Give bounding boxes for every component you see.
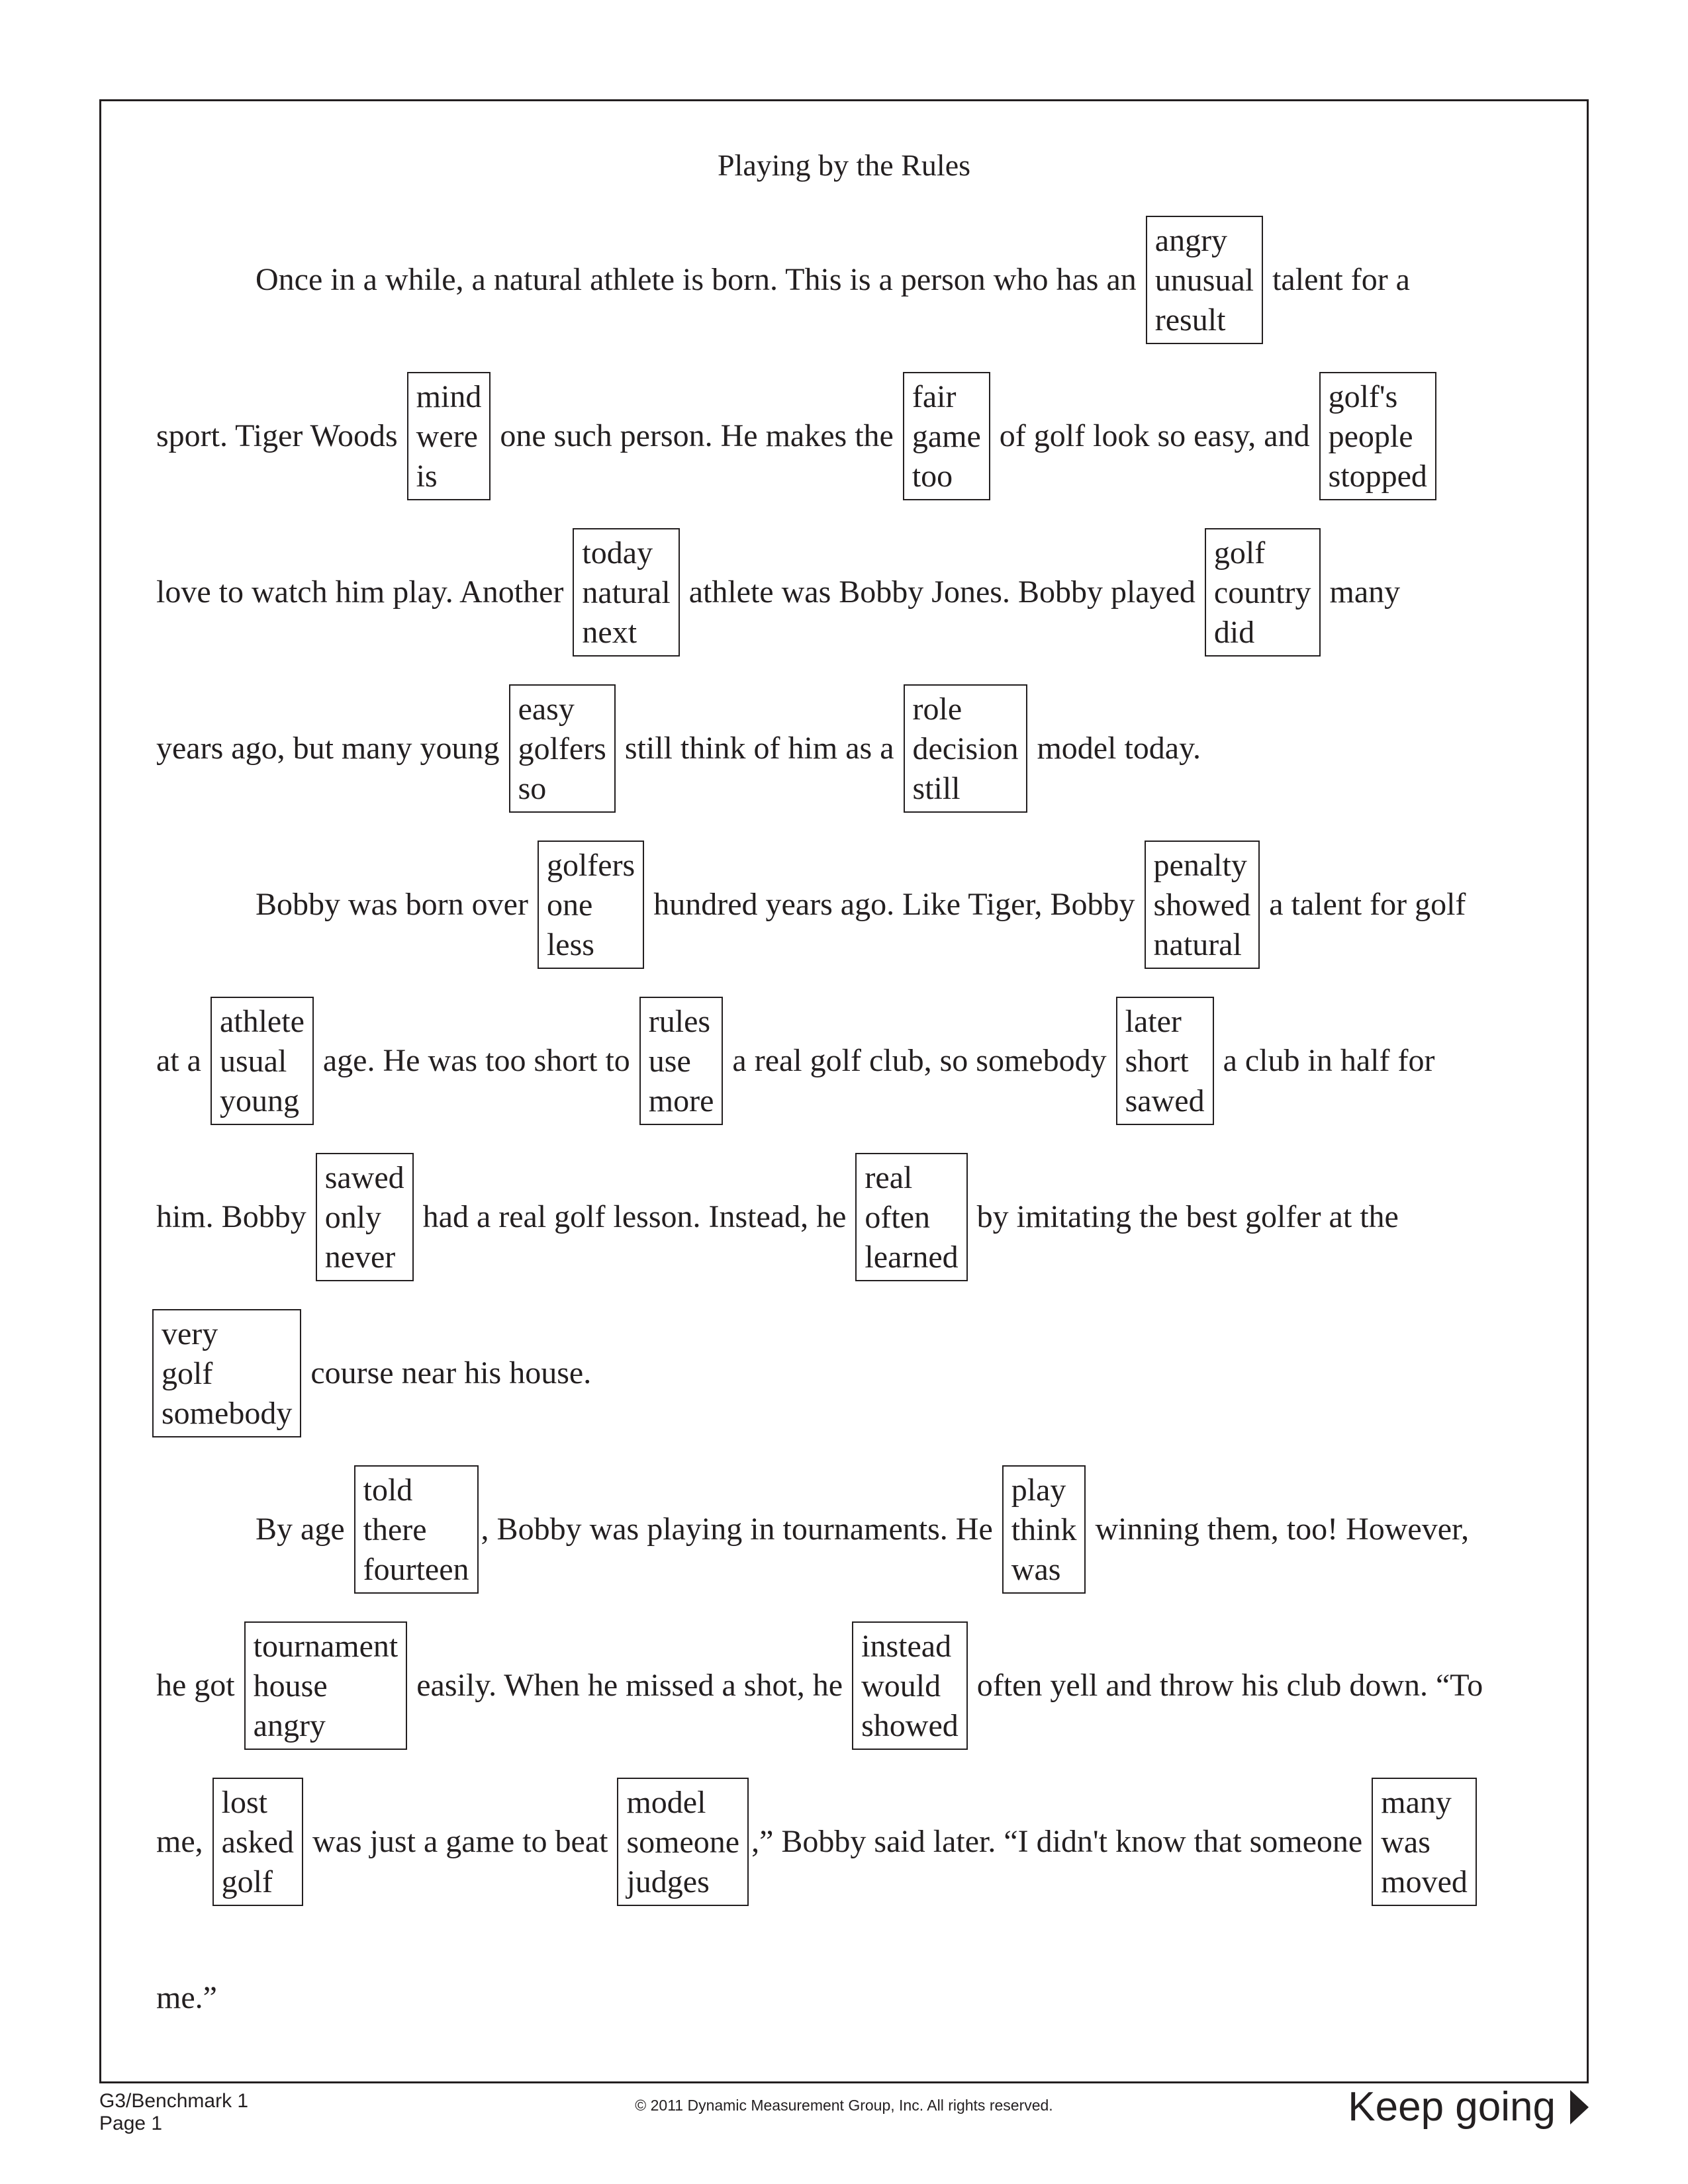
answer-option[interactable]: real <box>865 1160 913 1195</box>
answer-option[interactable]: stopped <box>1328 459 1427 494</box>
answer-option[interactable]: learned <box>865 1240 959 1275</box>
answer-option[interactable]: golfers <box>546 848 635 883</box>
passage-line <box>150 1608 1573 1764</box>
answer-option[interactable]: very <box>162 1316 218 1351</box>
answer-choice-box[interactable] <box>617 1778 749 1906</box>
answer-option[interactable]: more <box>648 1083 714 1118</box>
answer-option[interactable]: asked <box>221 1825 294 1860</box>
answer-option[interactable]: too <box>912 459 953 494</box>
answer-option[interactable]: judges <box>626 1864 710 1899</box>
answer-option[interactable]: game <box>912 419 981 454</box>
passage-text: had a real golf lesson. Instead, he <box>422 1199 847 1234</box>
passage-text: model today. <box>1037 731 1201 766</box>
answer-option[interactable]: rules <box>648 1004 711 1039</box>
answer-option[interactable]: people <box>1328 419 1413 454</box>
answer-option[interactable]: lost <box>221 1785 267 1820</box>
passage-line <box>150 514 1573 670</box>
answer-option[interactable]: young <box>219 1083 299 1118</box>
answer-choice-box[interactable] <box>244 1621 408 1750</box>
passage-text: a club in half for <box>1223 1043 1435 1078</box>
answer-option[interactable]: think <box>1011 1512 1077 1547</box>
answer-option[interactable]: moved <box>1381 1864 1468 1899</box>
passage-text: love to watch him play. Another <box>156 574 564 610</box>
passage-text: age. He was too short to <box>322 1043 630 1078</box>
maze-passage <box>150 202 1573 2076</box>
answer-choice-box[interactable] <box>354 1465 479 1594</box>
answer-choice-box[interactable] <box>852 1621 968 1750</box>
answer-option[interactable]: golf <box>1213 535 1266 570</box>
answer-option[interactable]: was <box>1381 1825 1430 1860</box>
answer-choice-box[interactable] <box>904 684 1028 813</box>
passage-text: at a <box>156 1043 201 1078</box>
answer-option[interactable]: fair <box>912 379 957 414</box>
answer-choice-box[interactable] <box>407 372 491 500</box>
passage-text: a real golf club, so somebody <box>732 1043 1107 1078</box>
passage-text: one such person. He makes the <box>500 418 894 453</box>
passage-text: of golf look so easy, and <box>999 418 1310 453</box>
answer-option[interactable]: is <box>416 459 438 494</box>
answer-choice-box[interactable] <box>1146 216 1263 344</box>
answer-option[interactable]: would <box>861 1668 941 1704</box>
passage-line-wrap <box>150 1608 1573 1764</box>
answer-option[interactable]: country <box>1213 575 1311 610</box>
answer-option[interactable]: less <box>546 927 594 962</box>
passage-line <box>150 202 1573 358</box>
passage-line-wrap <box>150 670 1573 827</box>
answer-option[interactable]: today <box>582 535 653 570</box>
answer-option[interactable]: natural <box>1153 927 1242 962</box>
passage-line-wrap <box>150 1764 1573 1920</box>
answer-option[interactable]: there <box>363 1512 427 1547</box>
passage-text: By age <box>256 1512 345 1547</box>
passage-text: Bobby was born over <box>256 887 528 922</box>
answer-option[interactable]: next <box>582 615 637 650</box>
answer-option[interactable]: never <box>324 1240 396 1275</box>
answer-option[interactable]: house <box>253 1668 328 1704</box>
passage-text: Once in a while, a natural athlete is born. This is a person who has an <box>256 262 1137 297</box>
passage-line <box>150 827 1573 983</box>
answer-option[interactable]: told <box>363 1473 413 1508</box>
passage-line-wrap <box>150 983 1573 1139</box>
answer-option[interactable]: model <box>626 1785 706 1820</box>
passage-line <box>150 983 1573 1139</box>
passage-text: course near his house. <box>310 1355 592 1390</box>
passage-text: often yell and throw his club down. “To <box>976 1668 1483 1703</box>
passage-line <box>150 1451 1573 1608</box>
answer-option[interactable]: natural <box>582 575 671 610</box>
passage-text: years ago, but many young <box>156 731 500 766</box>
answer-option[interactable]: golf <box>162 1356 213 1391</box>
passage-text: many <box>1329 574 1401 610</box>
passage-text: me, <box>156 1824 203 1859</box>
passage-line-wrap <box>150 1139 1573 1295</box>
passage-line-wrap <box>150 514 1573 670</box>
answer-choice-box[interactable] <box>1145 841 1260 969</box>
passage-text: winning them, too! However, <box>1095 1512 1470 1547</box>
answer-option[interactable]: sawed <box>1125 1083 1205 1118</box>
passage-line <box>150 1764 1573 1920</box>
passage-line-wrap <box>150 202 1573 358</box>
answer-option[interactable]: athlete <box>219 1004 305 1039</box>
answer-option[interactable]: somebody <box>162 1396 293 1431</box>
answer-choice-box[interactable] <box>1116 997 1214 1125</box>
answer-choice-box[interactable] <box>1319 372 1436 500</box>
passage-text: sport. Tiger Woods <box>156 418 398 453</box>
answer-choice-box[interactable] <box>211 997 314 1125</box>
answer-choice-box[interactable] <box>152 1309 301 1437</box>
passage-text: him. Bobby <box>156 1199 306 1234</box>
answer-option[interactable]: short <box>1125 1044 1189 1079</box>
answer-choice-box[interactable] <box>509 684 616 813</box>
answer-option[interactable]: golf's <box>1328 379 1398 414</box>
answer-choice-box[interactable] <box>1002 1465 1086 1594</box>
passage-line-wrap <box>150 1920 1573 2076</box>
passage-text: was just a game to beat <box>312 1824 608 1859</box>
answer-option[interactable]: role <box>912 692 962 727</box>
answer-choice-box[interactable] <box>316 1153 414 1281</box>
passage-line-wrap <box>150 1451 1573 1608</box>
answer-option[interactable]: many <box>1381 1785 1452 1820</box>
answer-option[interactable]: instead <box>861 1629 952 1664</box>
passage-text: ,” Bobby said later. “I didn't know that someone <box>751 1824 1363 1859</box>
passage-text: hundred years ago. Like Tiger, Bobby <box>653 887 1135 922</box>
passage-text: me.” <box>156 1980 217 2015</box>
answer-option[interactable]: one <box>546 887 593 923</box>
keep-going-prompt <box>1348 2083 1589 2130</box>
answer-choice-box[interactable] <box>538 841 644 969</box>
answer-option[interactable]: decision <box>912 731 1019 766</box>
passage-line-wrap <box>150 1295 1573 1451</box>
answer-option[interactable]: unusual <box>1154 263 1254 298</box>
passage-text: , Bobby was playing in tournaments. He <box>481 1512 993 1547</box>
answer-option[interactable]: result <box>1154 302 1226 338</box>
passage-text: a talent for golf <box>1269 887 1466 922</box>
answer-option[interactable]: use <box>648 1044 691 1079</box>
passage-text: talent for a <box>1272 262 1410 297</box>
answer-option[interactable]: tournament <box>253 1629 399 1664</box>
copyright-notice: © 2011 Dynamic Measurement Group, Inc. All rights reserved. <box>635 2097 1053 2114</box>
answer-choice-box[interactable] <box>212 1778 303 1906</box>
answer-option[interactable]: angry <box>253 1708 326 1743</box>
answer-choice-box[interactable] <box>1205 528 1321 657</box>
answer-option[interactable]: penalty <box>1153 848 1247 883</box>
answer-option[interactable]: play <box>1011 1473 1066 1508</box>
answer-choice-box[interactable] <box>855 1153 967 1281</box>
passage-line-wrap <box>150 827 1573 983</box>
answer-option[interactable]: showed <box>1153 887 1251 923</box>
answer-option[interactable]: golf <box>221 1864 273 1899</box>
passage-line <box>150 1139 1573 1295</box>
answer-option[interactable]: showed <box>861 1708 959 1743</box>
form-label: G3/Benchmark 1 <box>99 2090 249 2112</box>
answer-option[interactable]: someone <box>626 1825 740 1860</box>
answer-option[interactable]: golfers <box>518 731 606 766</box>
answer-option[interactable]: usual <box>219 1044 287 1079</box>
passage-text: athlete was Bobby Jones. Bobby played <box>688 574 1196 610</box>
passage-text: still think of him as a <box>624 731 894 766</box>
answer-choice-box[interactable] <box>903 372 990 500</box>
answer-option[interactable]: sawed <box>324 1160 404 1195</box>
answer-option[interactable]: easy <box>518 692 575 727</box>
answer-option[interactable]: did <box>1213 615 1255 650</box>
answer-option[interactable]: mind <box>416 379 482 414</box>
answer-option[interactable]: fourteen <box>363 1552 469 1587</box>
answer-choice-box[interactable] <box>1372 1778 1477 1906</box>
answer-option[interactable]: only <box>324 1200 382 1235</box>
answer-option[interactable]: later <box>1125 1004 1182 1039</box>
answer-option[interactable]: were <box>416 419 478 454</box>
passage-text: easily. When he missed a shot, he <box>416 1668 843 1703</box>
page-label: Page 1 <box>99 2113 163 2134</box>
passage-line <box>150 670 1573 827</box>
passage-line <box>150 1295 1573 1451</box>
answer-choice-box[interactable] <box>639 997 724 1125</box>
passage-title: Playing by the Rules <box>717 148 971 182</box>
answer-option[interactable]: was <box>1011 1552 1061 1587</box>
passage-line <box>150 358 1573 514</box>
answer-option[interactable]: still <box>912 771 961 806</box>
answer-option[interactable]: often <box>865 1200 931 1235</box>
passage-text: he got <box>156 1668 235 1703</box>
passage-line-wrap <box>150 358 1573 514</box>
answer-option[interactable]: angry <box>1154 223 1228 258</box>
triangle-right-icon <box>1570 2090 1589 2124</box>
answer-choice-box[interactable] <box>573 528 679 657</box>
answer-option[interactable]: so <box>518 771 547 806</box>
passage-line <box>150 1920 1573 2076</box>
keep-going-label: Keep going <box>1348 2084 1556 2130</box>
passage-text: by imitating the best golfer at the <box>976 1199 1399 1234</box>
